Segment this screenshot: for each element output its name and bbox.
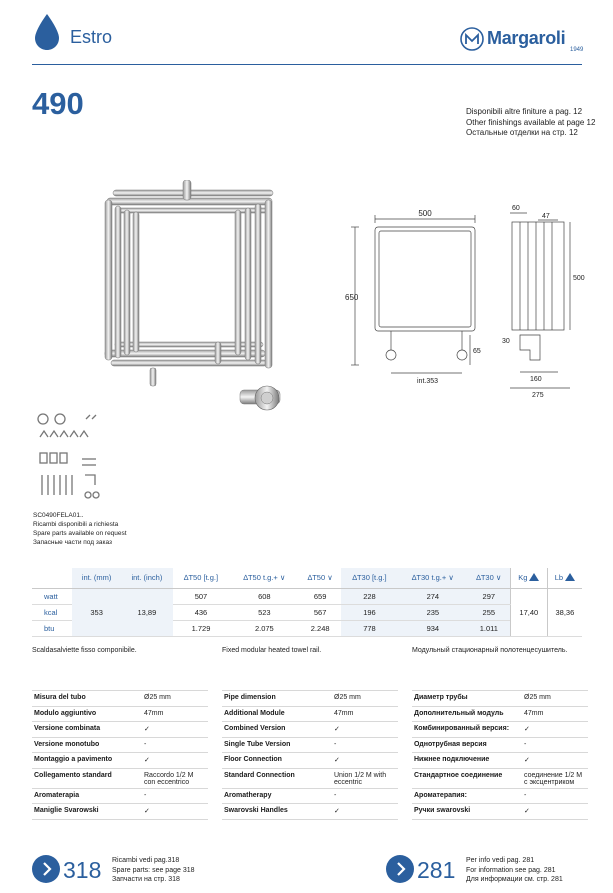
spare-parts-note: SC0490FELA01.. Ricambi disponibili a richiesta Spare parts available on request Запасные части под заказ bbox=[33, 512, 127, 546]
spec-label: Collegamento standard bbox=[32, 768, 142, 788]
series-name: Estro bbox=[70, 27, 113, 47]
col-int-inch: int. (inch) bbox=[121, 568, 172, 588]
dim-side-tube: 47 bbox=[542, 213, 550, 220]
spec-label: Swarovski Handles bbox=[222, 804, 332, 820]
specs-table-ru bbox=[412, 690, 588, 820]
brand-year: 1949 bbox=[570, 47, 584, 53]
spec-row bbox=[222, 788, 398, 804]
spec-label: Pipe dimension bbox=[222, 691, 332, 707]
arrow-right-icon bbox=[386, 855, 414, 883]
dim-side-depth-top: 60 bbox=[512, 205, 520, 212]
spec-row bbox=[222, 691, 398, 707]
finishes-note: Disponibili altre finiture a pag. 12 Other finishings available at page 12 Остальные отделки на стр. 12 bbox=[466, 107, 596, 137]
spec-row bbox=[32, 691, 208, 707]
spec-value: ✓ bbox=[142, 753, 208, 769]
spec-row bbox=[32, 737, 208, 753]
spec-row bbox=[32, 788, 208, 804]
spec-row bbox=[32, 706, 208, 722]
spec-value: ✓ bbox=[522, 722, 588, 738]
spec-row bbox=[412, 722, 588, 738]
brand-name: Margaroli bbox=[487, 28, 566, 48]
spec-value: Ø25 mm bbox=[522, 691, 588, 707]
spec-row bbox=[222, 753, 398, 769]
spec-value: ✓ bbox=[142, 722, 208, 738]
spec-value: ✓ bbox=[522, 804, 588, 820]
footer-spare-parts-link[interactable]: 318 Ricambi vedi pag.318 Spare parts: see page 318 Запчасти на стр. 318 bbox=[32, 855, 222, 887]
table-row: watt 353 13,89 507 608 659 228 274 297 17,40 38,36 bbox=[32, 588, 582, 604]
spec-value: 47mm bbox=[332, 706, 398, 722]
int-mm-value: 353 bbox=[72, 588, 121, 636]
technical-data-table bbox=[32, 568, 582, 637]
spec-row bbox=[32, 722, 208, 738]
spec-label: Диаметр трубы bbox=[412, 691, 522, 707]
specs-table-it bbox=[32, 690, 208, 820]
front-dimension-drawing bbox=[345, 205, 495, 395]
spec-label: Additional Module bbox=[222, 706, 332, 722]
spec-row bbox=[412, 737, 588, 753]
spec-label: Single Tube Version bbox=[222, 737, 332, 753]
spec-value: 47mm bbox=[142, 706, 208, 722]
dim-front-width: 500 bbox=[418, 209, 432, 218]
spec-value: ✓ bbox=[332, 804, 398, 820]
page-reference: 318 bbox=[63, 857, 102, 883]
towel-rail-product-image bbox=[95, 180, 295, 430]
spec-label: Floor Connection bbox=[222, 753, 332, 769]
spec-row bbox=[222, 768, 398, 788]
weight-icon bbox=[565, 573, 575, 581]
arrow-right-icon bbox=[32, 855, 60, 883]
spec-label: Maniglie Svarowski bbox=[32, 804, 142, 820]
spec-label: Modulo aggiuntivo bbox=[32, 706, 142, 722]
spec-label: Standard Connection bbox=[222, 768, 332, 788]
spec-value: - bbox=[142, 788, 208, 804]
spec-label: Aromatherapy bbox=[222, 788, 332, 804]
spec-value: - bbox=[522, 737, 588, 753]
col-dt30-v: ∆T30 ∨ bbox=[468, 568, 511, 588]
spec-label: Versione monotubo bbox=[32, 737, 142, 753]
dim-side-height: 500 bbox=[573, 275, 585, 282]
spec-label: Однотрубная версия bbox=[412, 737, 522, 753]
spec-label: Combined Version bbox=[222, 722, 332, 738]
spec-value: Raccordo 1/2 M con eccentrico bbox=[142, 768, 208, 788]
spec-value: Ø25 mm bbox=[332, 691, 398, 707]
spec-value: - bbox=[332, 737, 398, 753]
spec-label: Ручки swarovski bbox=[412, 804, 522, 820]
col-kg: Kg bbox=[510, 568, 547, 588]
spec-label: Misura del tubo bbox=[32, 691, 142, 707]
col-dt50-v: ∆T50 ∨ bbox=[299, 568, 341, 588]
col-dt50-tg: ∆T50 [t.g.] bbox=[173, 568, 230, 588]
spec-label: Стандартное соединение bbox=[412, 768, 522, 788]
spec-row bbox=[412, 706, 588, 722]
description-it: Scaldasalviette fisso componibile. bbox=[32, 647, 137, 654]
spec-value: - bbox=[522, 788, 588, 804]
spec-row bbox=[32, 753, 208, 769]
spec-row bbox=[32, 804, 208, 820]
spec-label: Дополнительный модуль bbox=[412, 706, 522, 722]
spec-row bbox=[32, 768, 208, 788]
spec-row bbox=[222, 804, 398, 820]
col-dt30-tgv: ∆T30 t.g.+ ∨ bbox=[398, 568, 468, 588]
model-number: 490 bbox=[32, 86, 84, 121]
col-dt30-tg: ∆T30 [t.g.] bbox=[341, 568, 398, 588]
dim-side-offset: 30 bbox=[502, 338, 510, 345]
spec-label: Нижнее подключение bbox=[412, 753, 522, 769]
dim-side-depth-mid: 160 bbox=[530, 376, 542, 383]
side-dimension-drawing bbox=[500, 200, 590, 400]
dim-interaxis: int.353 bbox=[417, 378, 439, 385]
spec-value: - bbox=[142, 737, 208, 753]
spec-value: 47mm bbox=[522, 706, 588, 722]
spec-row bbox=[412, 788, 588, 804]
spec-label: Комбинированный версия: bbox=[412, 722, 522, 738]
table-row: btu 1.729 2.075 2.248 778 934 1.011 bbox=[32, 620, 582, 636]
col-int-mm: int. (mm) bbox=[72, 568, 121, 588]
specs-table-en bbox=[222, 690, 398, 820]
brand-logo bbox=[460, 27, 590, 57]
water-drop-icon bbox=[32, 12, 62, 52]
lb-value: 38,36 bbox=[547, 588, 582, 636]
spec-row bbox=[412, 691, 588, 707]
description-ru: Модульный стационарный полотенцесушитель. bbox=[412, 647, 568, 654]
weight-icon bbox=[529, 573, 539, 581]
spec-value: Ø25 mm bbox=[142, 691, 208, 707]
dim-valve-height: 65 bbox=[473, 348, 481, 355]
table-header-row bbox=[32, 568, 582, 588]
spec-label: Montaggio a pavimento bbox=[32, 753, 142, 769]
kg-value: 17,40 bbox=[510, 588, 547, 636]
spec-label: Versione combinata bbox=[32, 722, 142, 738]
spec-label: Ароматерапия: bbox=[412, 788, 522, 804]
dim-side-depth-total: 275 bbox=[532, 392, 544, 399]
spec-value: Union 1/2 M with eccentric bbox=[332, 768, 398, 788]
spec-value: ✓ bbox=[142, 804, 208, 820]
spec-label: Aromaterapia bbox=[32, 788, 142, 804]
page-reference: 281 bbox=[417, 857, 456, 883]
description-en: Fixed modular heated towel rail. bbox=[222, 647, 322, 654]
dim-front-height: 650 bbox=[345, 293, 359, 302]
int-inch-value: 13,89 bbox=[121, 588, 172, 636]
brand-emblem-icon bbox=[460, 27, 484, 51]
spec-row bbox=[412, 768, 588, 788]
col-dt50-tgv: ∆T50 t.g.+ ∨ bbox=[229, 568, 299, 588]
spec-row bbox=[222, 737, 398, 753]
spec-value: ✓ bbox=[332, 722, 398, 738]
spec-value: ✓ bbox=[522, 753, 588, 769]
header-divider bbox=[32, 64, 582, 65]
spec-value: ✓ bbox=[332, 753, 398, 769]
spec-value: - bbox=[332, 788, 398, 804]
col-lb: Lb bbox=[547, 568, 582, 588]
spec-value: соединение 1/2 M с эксцентриком bbox=[522, 768, 588, 788]
spec-row bbox=[222, 706, 398, 722]
spare-parts-image bbox=[30, 407, 110, 507]
table-row: kcal 436 523 567 196 235 255 bbox=[32, 604, 582, 620]
spec-row bbox=[412, 753, 588, 769]
spec-row bbox=[222, 722, 398, 738]
page-header bbox=[0, 0, 613, 66]
footer-info-link[interactable]: 281 Per info vedi pag. 281 For information see pag. 281 Для информации см. стр. 281 bbox=[386, 855, 586, 887]
spec-row bbox=[412, 804, 588, 820]
